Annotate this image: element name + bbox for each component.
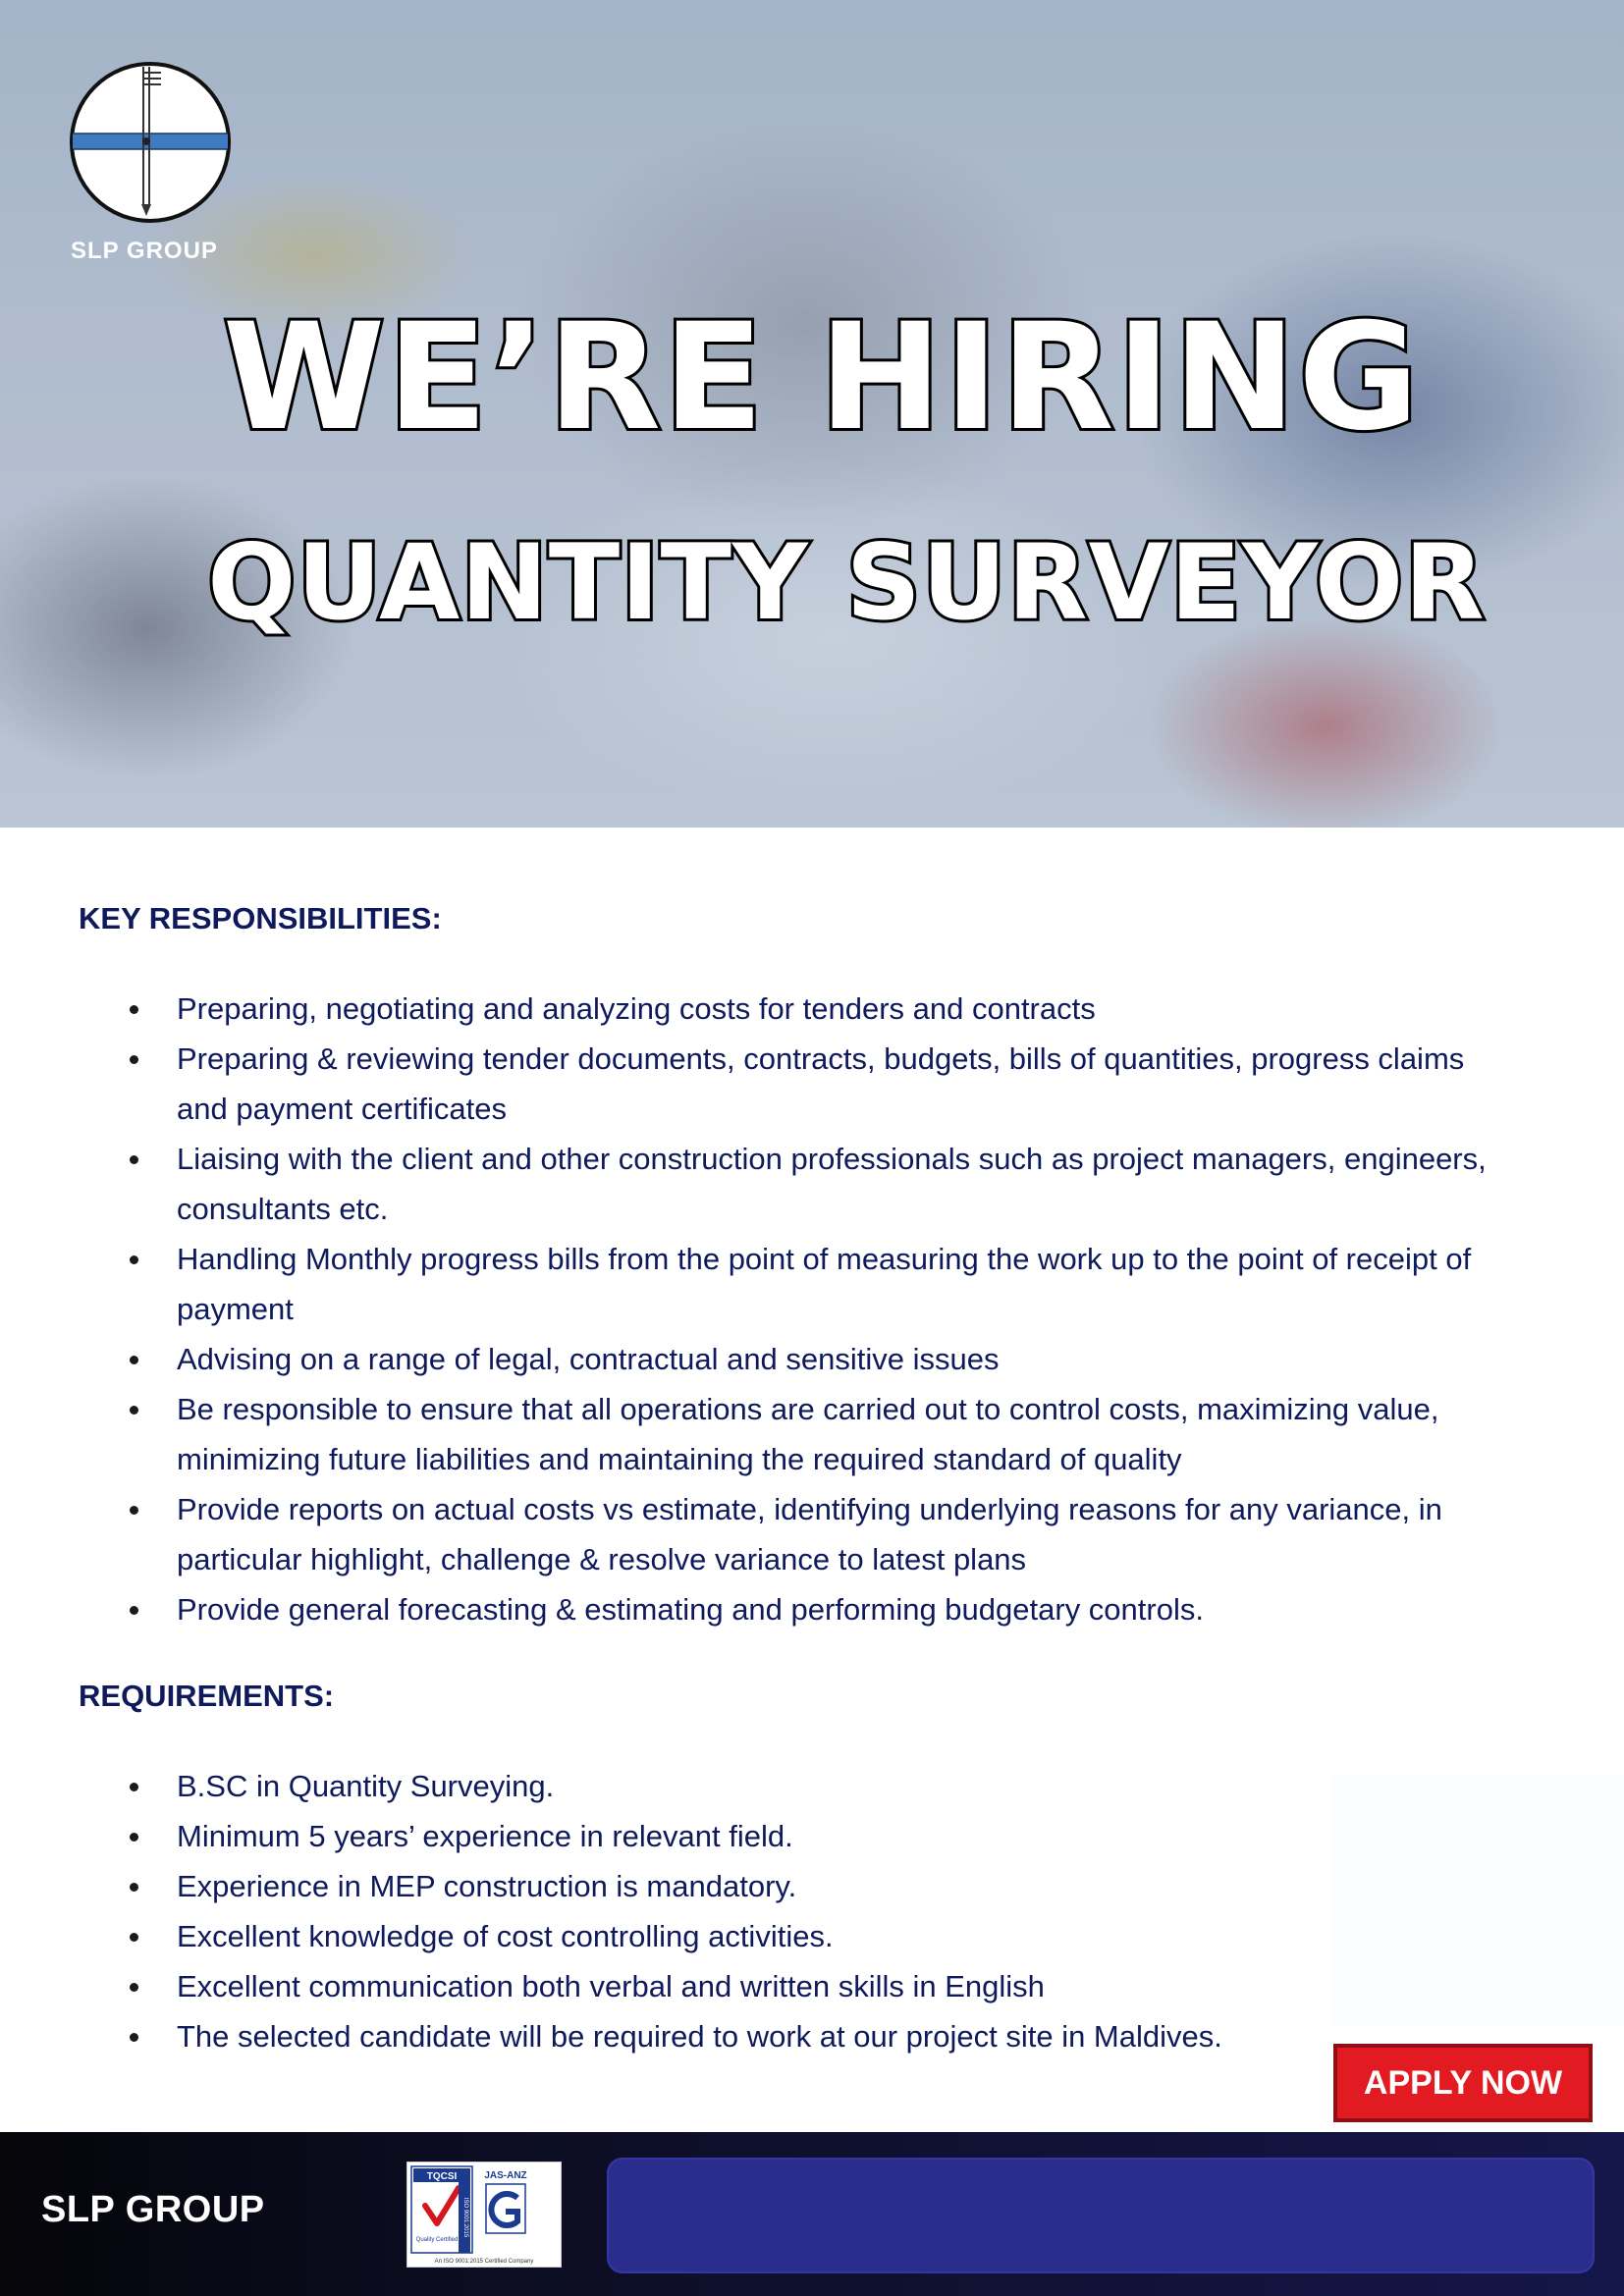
quality-certified-label: Quality Certified <box>415 2237 459 2243</box>
list-item: Preparing, negotiating and analyzing costs for tenders and contracts <box>0 984 1624 1034</box>
footer-bar <box>0 2128 1624 2296</box>
hiring-headline: WE’RE HIRING <box>222 293 1422 463</box>
list-item: Excellent knowledge of cost controlling activities. <box>0 1911 1624 1961</box>
hero-banner <box>0 0 1624 828</box>
list-item: Provide reports on actual costs vs estimate, identifying underlying reasons for any variance, in particular highlight, challenge & resolve variance to latest plans <box>0 1484 1624 1584</box>
footer-contact-panel <box>607 2158 1595 2273</box>
list-item: Preparing & reviewing tender documents, contracts, budgets, bills of quantities, progress claims and payment certificates <box>0 1034 1624 1134</box>
jas-anz-label: JAS-ANZ <box>484 2170 527 2181</box>
list-item: Experience in MEP construction is mandatory. <box>0 1861 1624 1911</box>
logo-text: SLP GROUP <box>71 238 218 264</box>
list-item: B.SC in Quantity Surveying. <box>0 1761 1624 1811</box>
tqcsi-label: TQCSI <box>426 2171 458 2182</box>
list-item: Minimum 5 years’ experience in relevant field. <box>0 1811 1624 1861</box>
list-item: Handling Monthly progress bills from the point of measuring the work up to the point of receipt of payment <box>0 1234 1624 1334</box>
list-item: Advising on a range of legal, contractual and sensitive issues <box>0 1334 1624 1384</box>
list-item: Excellent communication both verbal and written skills in English <box>0 1961 1624 2011</box>
requirements-heading: REQUIREMENTS: <box>79 1679 335 1713</box>
list-item: Liaising with the client and other construction professionals such as project managers, engineers, consultants etc. <box>0 1134 1624 1234</box>
certification-badge <box>406 2162 562 2268</box>
iso-certification-icon <box>407 2163 561 2267</box>
responsibilities-heading: KEY RESPONSIBILITIES: <box>79 901 442 935</box>
certified-company-label: An ISO 9001:2015 Certified Company <box>434 2259 534 2265</box>
blank-panel <box>1331 1775 1624 2026</box>
iso-label: ISO 9001:2015 <box>462 2197 468 2238</box>
slp-logo-icon <box>67 59 234 226</box>
responsibilities-list <box>0 984 1624 1634</box>
list-item: Be responsible to ensure that all operations are carried out to control costs, maximizing value, minimizing future liabilities and maintaining the required standard of quality <box>0 1384 1624 1484</box>
apply-now-button[interactable]: APPLY NOW <box>1333 2044 1593 2122</box>
list-item: Provide general forecasting & estimating and performing budgetary controls. <box>0 1584 1624 1634</box>
job-title: QUANTITY SURVEYOR <box>207 522 1486 643</box>
list-item: The selected candidate will be required to work at our project site in Maldives. <box>0 2011 1624 2061</box>
footer-company-name: SLP GROUP <box>41 2189 265 2230</box>
